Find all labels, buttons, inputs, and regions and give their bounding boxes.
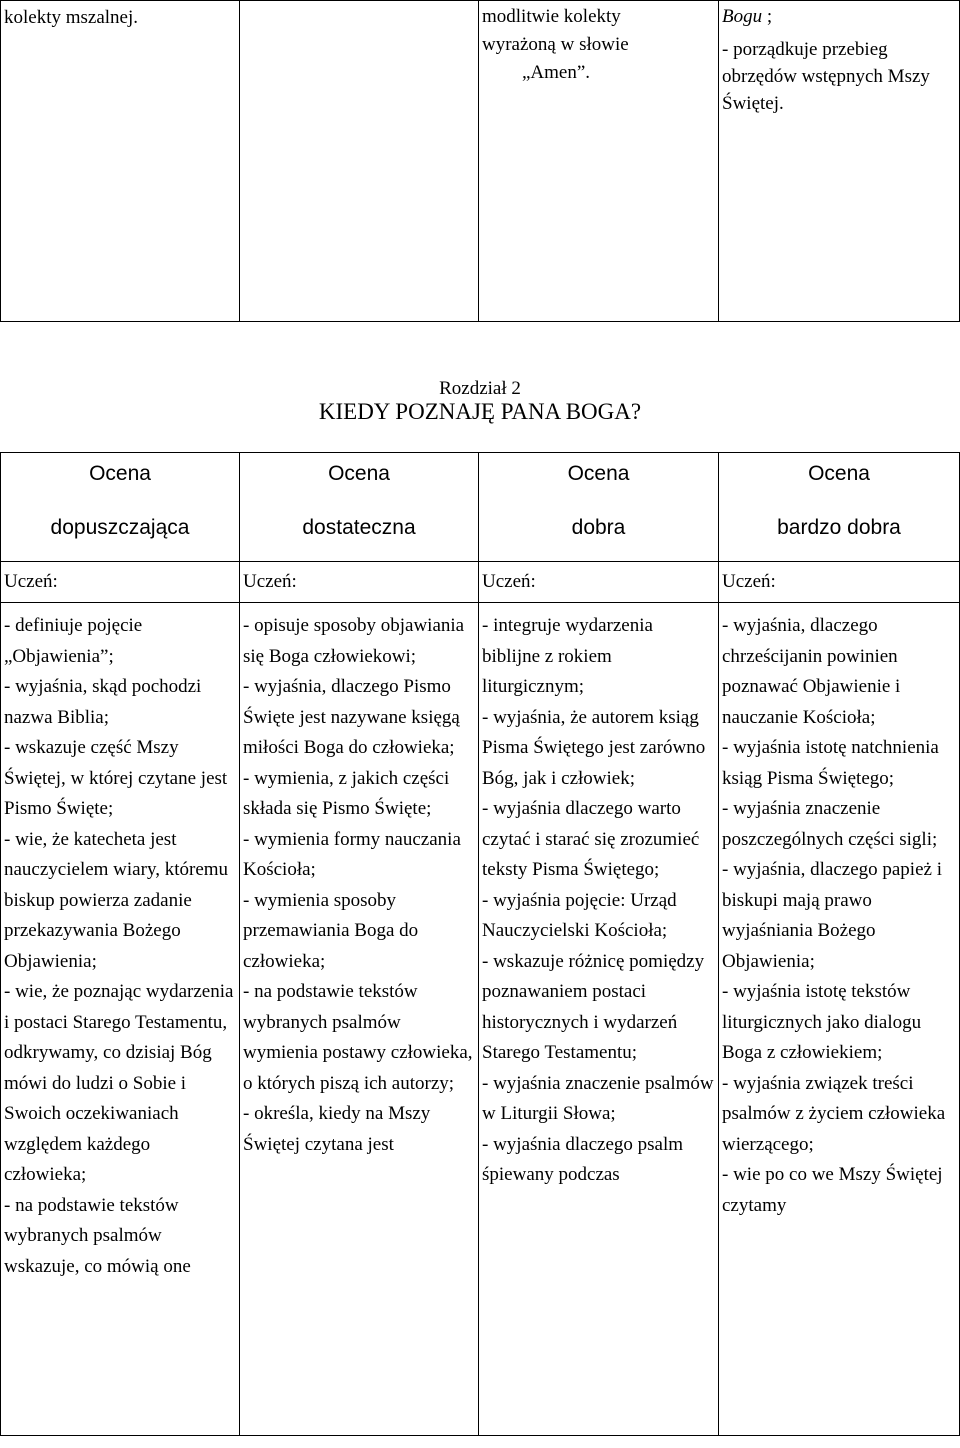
header-grade-satisfactory [240, 453, 479, 562]
student-label: Uczeń: [1, 562, 240, 603]
student-label: Uczeń: [479, 562, 719, 603]
student-row [1, 562, 960, 603]
criteria-row [1, 603, 960, 1436]
criterion-item: - na podstawie tekstów wybranych psalmów wymienia postawy człowieka, o których piszą ich autorzy; [243, 981, 473, 1094]
header-grade-very-good [719, 453, 960, 562]
criterion-item: - wyjaśnia, że autorem ksiąg Pisma Świętego jest zarówno Bóg, jak i człowiek; [482, 706, 706, 789]
criterion-item: - wyjaśnia, dlaczego papież i biskupi mają prawo wyjaśniania Bożego Objawienia; [722, 859, 942, 972]
criterion-item: - wymienia formy nauczania Kościoła; [243, 828, 461, 880]
top-cell-3-line: „Amen”. [522, 62, 591, 83]
criterion-item: - wskazuje różnicę pomiędzy poznawaniem postaci historycznych i wydarzeń Starego Testamentu; [482, 950, 705, 1063]
chapter-number: Rozdział 2 [439, 378, 521, 399]
header-line1: Ocena [808, 462, 870, 485]
header-line2: bardzo dobra [777, 516, 901, 539]
previous-chapter-row [1, 1, 960, 322]
top-cell-4-italic: Bogu [722, 6, 763, 27]
criterion-item: - wyjaśnia znaczenie psalmów w Liturgii Słowa; [482, 1072, 714, 1124]
header-grade-sufficient [1, 453, 240, 562]
top-cell-3 [479, 1, 719, 322]
criterion-item: - wskazuje część Mszy Świętej, w której czytane jest Pismo Święte; [4, 737, 228, 819]
criterion-item: - na podstawie tekstów wybranych psalmów wskazuje, co mówią one [4, 1194, 191, 1277]
header-grade-good [479, 453, 719, 562]
student-label: Uczeń: [240, 562, 479, 603]
criterion-item: - wie, że poznając wydarzenia i postaci Starego Testamentu, odkrywamy, co dzisiaj Bóg mówi do ludzi o Sobie i Swoich oczekiwaniach względem każdego człowieka; [4, 981, 234, 1185]
top-cell-4-item: - porządkuje przebieg obrzędów wstępnych Mszy Świętej. [722, 39, 930, 114]
criterion-item: - opisuje sposoby objawiania się Boga człowiekowi; [243, 615, 465, 667]
header-line1: Ocena [89, 462, 151, 485]
grading-criteria-table [0, 452, 960, 1436]
top-cell-4 [719, 1, 960, 322]
criterion-item: - wyjaśnia, skąd pochodzi nazwa Biblia; [4, 676, 202, 728]
criterion-item: - wyjaśnia pojęcie: Urząd Nauczycielski Kościoła; [482, 889, 677, 941]
top-cell-2 [240, 1, 479, 322]
criterion-item: - integruje wydarzenia biblijne z rokiem liturgicznym; [482, 615, 653, 697]
header-line2: dopuszczająca [50, 516, 190, 539]
criteria-column-3 [479, 603, 719, 1436]
criterion-item: - wyjaśnia, dlaczego chrześcijanin powinien poznawać Objawienie i nauczanie Kościoła; [722, 615, 901, 728]
header-row [1, 453, 960, 562]
criterion-item: - określa, kiedy na Mszy Świętej czytana jest [243, 1103, 431, 1155]
criterion-item: - wymienia, z jakich części składa się Pismo Święte; [243, 767, 450, 819]
criteria-column-4 [719, 603, 960, 1436]
criterion-item: - wymienia sposoby przemawiania Boga do człowieka; [243, 889, 419, 972]
criterion-item: - wyjaśnia znaczenie poszczególnych części sigli; [722, 798, 938, 850]
top-cell-4-first [722, 3, 955, 30]
criteria-column-2 [240, 603, 479, 1436]
header-line1: Ocena [328, 462, 390, 485]
top-cell-4-rest: ; [762, 6, 773, 27]
top-cell-3-line: modlitwie kolekty [482, 6, 621, 27]
top-cell-1-text: kolekty mszalnej. [4, 7, 139, 28]
previous-chapter-table [0, 0, 960, 322]
criterion-item: - wyjaśnia, dlaczego Pismo Święte jest nazywane księgą miłości Boga do człowieka; [243, 676, 460, 758]
criterion-item: - wyjaśnia związek treści psalmów z życiem człowieka wierzącego; [722, 1072, 946, 1155]
student-label: Uczeń: [719, 562, 960, 603]
criteria-column-1 [1, 603, 240, 1436]
criterion-item: - definiuje pojęcie „Objawienia”; [4, 615, 143, 667]
criterion-item: - wie po co we Mszy Świętej czytamy [722, 1164, 943, 1216]
criterion-item: - wyjaśnia istotę tekstów liturgicznych jako dialogu Boga z człowiekiem; [722, 981, 922, 1063]
header-line1: Ocena [567, 462, 630, 485]
criterion-item: - wyjaśnia dlaczego psalm śpiewany podczas [482, 1133, 684, 1185]
criterion-item: - wyjaśnia dlaczego warto czytać i starać się zrozumieć teksty Pisma Świętego; [482, 798, 700, 880]
criterion-item: - wie, że katecheta jest nauczycielem wiary, któremu biskup powierza zadanie przekazywania Bożego Objawienia; [4, 828, 229, 972]
top-cell-3-line: wyrażoną w słowie [482, 34, 629, 55]
chapter-title: KIEDY POZNAJĘ PANA BOGA? [318, 399, 642, 424]
header-line2: dobra [571, 516, 626, 539]
top-cell-1 [1, 1, 240, 322]
header-line2: dostateczna [302, 516, 416, 539]
criterion-item: - wyjaśnia istotę natchnienia ksiąg Pisma Świętego; [722, 737, 939, 789]
